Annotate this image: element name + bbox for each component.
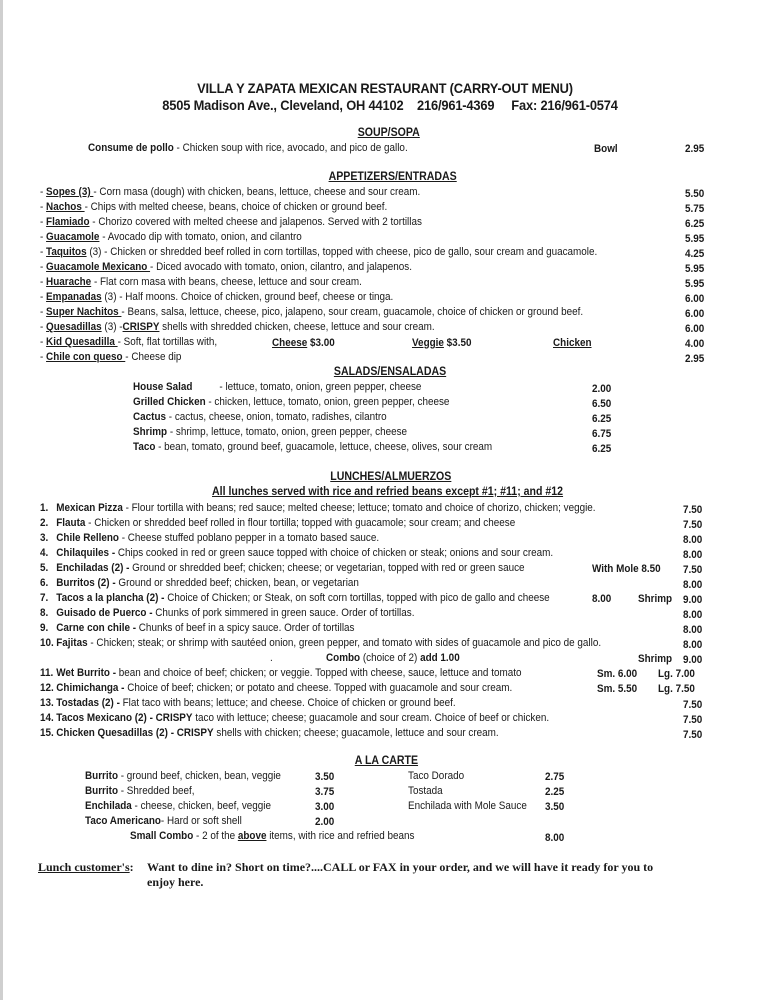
item-desc: (3) -: [101, 321, 123, 333]
lunch-item: [40, 622, 354, 634]
item-desc: Choice of beef; chicken; or potato and cheese. Topped with guacamole and sour cream.: [124, 682, 513, 694]
lunch-item: [40, 607, 414, 619]
footer-line2: enjoy here.: [147, 875, 204, 889]
item-price: 8.00: [545, 832, 565, 844]
item-name: Guacamole Mexicano: [46, 261, 151, 273]
item-name: Kid Quesadilla: [46, 336, 118, 348]
item-number: 13.: [40, 697, 54, 709]
item-desc: Flat taco with beans; lettuce; and cheese. Choice of chicken or ground beef.: [119, 697, 456, 709]
item-name: Taco Americano: [85, 815, 161, 827]
lunch-item: [40, 637, 601, 649]
item-desc: - Chorizo covered with melted cheese and jalapenos. Served with 2 tortillas: [89, 216, 422, 228]
item-name: Burritos (2) -: [56, 577, 116, 589]
item-name: Empanadas: [46, 291, 102, 303]
item-price: 6.25: [592, 413, 612, 425]
bullet: -: [40, 216, 47, 228]
item-name: Quesadillas: [46, 321, 102, 333]
item-desc: - Diced avocado with tomato, onion, cilantro, and jalapenos.: [150, 261, 413, 273]
item-desc: Chips cooked in red or green sauce topped with choice of chicken or steak; onions and sour cream.: [115, 547, 554, 559]
alacarte-item: [85, 785, 195, 797]
appetizer-item: [40, 261, 412, 273]
item-price: 2.00: [315, 816, 335, 828]
item-name: Consume de pollo: [88, 142, 174, 154]
item-number: 10.: [40, 637, 54, 649]
appetizer-item: [40, 231, 302, 243]
item-price: 2.95: [685, 353, 705, 365]
item-desc: taco with lettuce; cheese; guacamole and sour cream. Choice of beef or chicken.: [192, 712, 550, 724]
item-desc-emph: above: [237, 830, 267, 842]
item-price: 6.75: [592, 428, 612, 440]
salad-item: [133, 441, 492, 453]
item-name: Burrito: [85, 770, 119, 782]
item-name: Chicken Quesadillas (2) - CRISPY: [56, 727, 214, 739]
lunch-item: [40, 682, 512, 694]
bullet: -: [40, 201, 47, 213]
item-desc: - chicken, lettuce, tomato, onion, green pepper, cheese: [205, 396, 450, 408]
item-desc: - Chicken or shredded beef rolled in flour tortilla; topped with guacamole; sour cream; and cheese: [85, 517, 516, 529]
lunches-heading: LUNCHES/ALMUERZOS: [330, 471, 452, 483]
item-desc: - Chips with melted cheese, beans, choice of chicken or ground beef.: [84, 201, 388, 213]
item-name: Flamiado: [46, 216, 90, 228]
item-name: Grilled Chicken: [133, 396, 206, 408]
small-combo: [130, 830, 414, 842]
item-desc: - ground beef, chicken, bean, veggie: [118, 770, 281, 782]
item-desc: - shrimp, lettuce, tomato, onion, green pepper, cheese: [167, 426, 408, 438]
item-number: 1.: [40, 502, 49, 514]
item-price: 7.50: [683, 729, 703, 741]
bullet: -: [40, 276, 47, 288]
item-number: 9.: [40, 622, 49, 634]
item-number: 8.: [40, 607, 49, 619]
item-desc: - bean, tomato, ground beef, guacamole, lettuce, cheese, olives, sour cream: [155, 441, 493, 453]
item-desc: shells with chicken; cheese; guacamole, lettuce and sour cream.: [213, 727, 499, 739]
item-name: Tostadas (2) -: [56, 697, 120, 709]
item-price-large: Lg. 7.50: [658, 683, 695, 695]
bullet: -: [40, 351, 47, 363]
item-price: 4.25: [685, 248, 705, 260]
item-number: 11.: [40, 667, 54, 679]
item-price: 3.50: [315, 771, 335, 783]
item-extra2: Shrimp: [638, 593, 673, 605]
item-name: Enchilada: [85, 800, 132, 812]
lunch-item: [40, 502, 596, 514]
bullet: -: [40, 186, 47, 198]
alacarte-item-name: Enchilada with Mole Sauce: [408, 800, 527, 812]
item-price: 2.75: [545, 771, 565, 783]
item-price: 6.50: [592, 398, 612, 410]
item-name: Guisado de Puerco -: [56, 607, 153, 619]
alacarte-item-name: Taco Dorado: [408, 770, 465, 782]
footer-colon: :: [129, 860, 134, 874]
alacarte-item: [85, 815, 242, 827]
item-name: Nachos: [46, 201, 85, 213]
item-desc: (3) - Half moons. Choice of chicken, ground beef, cheese or tinga.: [101, 291, 394, 303]
item-name: Small Combo: [130, 830, 194, 842]
item-price: 5.95: [685, 278, 705, 290]
soup-item: [88, 142, 408, 154]
scan-edge: [0, 0, 3, 1000]
option-price: $3.50: [446, 337, 472, 349]
lunch-item: [40, 697, 456, 709]
lunch-item: [40, 667, 521, 679]
combo-price: 9.00: [683, 654, 703, 666]
item-number: 4.: [40, 547, 49, 559]
item-desc: Chunks of pork simmered in green sauce. Order of tortillas.: [152, 607, 415, 619]
bullet: -: [40, 246, 47, 258]
lunch-item: [40, 727, 499, 739]
lunch-combo: [326, 652, 460, 664]
item-desc: - Chicken; steak; or shrimp with sautéed onion, green pepper, and tomato with sides of guacamole and pico de gallo.: [87, 637, 602, 649]
item-name: Chile con queso: [46, 351, 126, 363]
item-desc-rest: items, with rice and refried beans: [266, 830, 415, 842]
option-label: Cheese: [272, 337, 308, 349]
item-price: 2.25: [545, 786, 565, 798]
item-price: 5.95: [685, 263, 705, 275]
alacarte-heading: A LA CARTE: [354, 755, 419, 767]
item-desc: - Chicken soup with rice, avocado, and pico de gallo.: [173, 142, 408, 154]
item-name: Carne con chile -: [56, 622, 137, 634]
item-desc: Ground or shredded beef; chicken; cheese; or vegetarian, topped with red or green sauce: [129, 562, 525, 574]
appetizer-item: [40, 246, 597, 258]
item-desc: (3) - Chicken or shredded beef rolled in corn tortillas, topped with cheese, pico de gallo, sour cream and guacamole.: [86, 246, 598, 258]
item-price: 3.50: [545, 801, 565, 813]
item-number: 14.: [40, 712, 54, 724]
lunch-item: [40, 547, 553, 559]
footer-label: Lunch customer's: [38, 860, 130, 874]
item-desc-rest: shells with shredded chicken, cheese, lettuce and sour cream.: [159, 321, 435, 333]
item-desc-emph: CRISPY: [122, 321, 160, 333]
item-price: 4.00: [685, 338, 705, 350]
item-name: Chile Relleno: [56, 532, 119, 544]
soup-price: 2.95: [685, 143, 705, 155]
item-price: 7.50: [683, 504, 703, 516]
alacarte-item: [85, 800, 271, 812]
restaurant-address-line: [160, 97, 620, 113]
appetizer-item: [40, 186, 420, 198]
item-name: Enchiladas (2) -: [56, 562, 130, 574]
soup-heading: SOUP/SOPA: [357, 127, 420, 139]
appetizer-item: [40, 291, 393, 303]
appetizer-item: [40, 306, 583, 318]
lunch-item: [40, 517, 515, 529]
lunch-item: [40, 562, 525, 574]
item-number: 12.: [40, 682, 54, 694]
item-name: Tacos a la plancha (2) -: [56, 592, 165, 604]
item-desc: - Flour tortilla with beans; red sauce; melted cheese; lettuce; tomato and choice of chorizo, chicken; veggie.: [122, 502, 596, 514]
combo-shrimp: Shrimp: [638, 653, 673, 665]
combo-label: Combo: [326, 652, 361, 664]
appetizer-item-chile-con-queso: [40, 351, 181, 363]
appetizer-item: [40, 201, 387, 213]
salad-item: [133, 381, 421, 393]
combo-dot: .: [270, 652, 273, 664]
salad-item: [133, 426, 407, 438]
item-name: Flauta: [56, 517, 86, 529]
item-name: Shrimp: [133, 426, 168, 438]
item-price: 8.00: [683, 549, 703, 561]
item-name: Chimichanga -: [56, 682, 125, 694]
item-name: Tacos Mexicano (2) - CRISPY: [56, 712, 193, 724]
item-number: 6.: [40, 577, 49, 589]
item-number: 5.: [40, 562, 49, 574]
item-name: Taco: [133, 441, 156, 453]
item-desc: - Soft, flat tortillas with,: [117, 336, 218, 348]
option-price: $3.00: [309, 337, 335, 349]
footer-line1: Want to dine in? Short on time?....CALL or FAX in your order, and we will have it ready for you to: [147, 860, 654, 874]
item-desc: - Corn masa (dough) with chicken, beans, lettuce, cheese and sour cream.: [93, 186, 421, 198]
item-number: 15.: [40, 727, 54, 739]
item-number: 2.: [40, 517, 49, 529]
item-price: 7.50: [683, 564, 703, 576]
item-price: 5.95: [685, 233, 705, 245]
bullet: -: [40, 321, 47, 333]
address: 8505 Madison Ave., Cleveland, OH 44102: [162, 97, 404, 113]
appetizer-item: [40, 216, 422, 228]
bullet: -: [40, 291, 47, 303]
item-price: 6.00: [685, 293, 705, 305]
item-desc: - cheese, chicken, beef, veggie: [131, 800, 272, 812]
item-price: 6.25: [592, 443, 612, 455]
salad-item: [133, 396, 449, 408]
item-name: Taquitos: [46, 246, 87, 258]
item-price-large: Lg. 7.00: [658, 668, 695, 680]
item-price: 8.00: [683, 609, 703, 621]
item-price: 6.25: [685, 218, 705, 230]
item-name: Guacamole: [46, 231, 100, 243]
item-price: 8.00: [683, 579, 703, 591]
lunch-item: [40, 532, 379, 544]
appetizer-item-kid-quesadilla: [40, 336, 217, 348]
item-name: House Salad: [133, 381, 193, 393]
kid-veggie-option: [412, 337, 471, 349]
item-name: Mexican Pizza: [56, 502, 123, 514]
kid-chicken-option: Chicken: [553, 337, 592, 349]
item-desc: Chunks of beef in a spicy sauce. Order of tortillas: [136, 622, 355, 634]
item-price: 3.75: [315, 786, 335, 798]
alacarte-item-name: Tostada: [408, 785, 443, 797]
item-desc: - Flat corn masa with beans, cheese, lettuce and sour cream.: [91, 276, 362, 288]
item-desc: Choice of Chicken; or Steak, on soft corn tortillas, topped with pico de gallo and cheese: [164, 592, 550, 604]
item-name: Sopes (3): [46, 186, 94, 198]
appetizer-item: [40, 276, 362, 288]
item-price-small: Sm. 5.50: [597, 683, 638, 695]
item-extra: 8.00: [592, 593, 612, 605]
item-price: 6.00: [685, 308, 705, 320]
item-price: 8.00: [683, 624, 703, 636]
appetizers-heading: APPETIZERS/ENTRADAS: [328, 171, 457, 183]
item-price: 7.50: [683, 714, 703, 726]
combo-desc: (choice of 2): [360, 652, 421, 664]
alacarte-item: [85, 770, 281, 782]
kid-cheese-option: [272, 337, 335, 349]
item-price: 7.50: [683, 519, 703, 531]
footer-note: [38, 860, 134, 875]
item-price-small: Sm. 6.00: [597, 668, 638, 680]
lunch-item: [40, 592, 550, 604]
item-desc: - lettuce, tomato, onion, green pepper, cheese: [219, 381, 422, 393]
item-name: Cactus: [133, 411, 167, 423]
item-desc: - Avocado dip with tomato, onion, and cilantro: [99, 231, 302, 243]
item-price: 5.50: [685, 188, 705, 200]
option-label: Veggie: [412, 337, 444, 349]
item-desc: - Cheese stuffed poblano pepper in a tomato based sauce.: [118, 532, 380, 544]
item-price: 6.00: [685, 323, 705, 335]
bullet: -: [40, 261, 47, 273]
item-desc: - Cheese dip: [125, 351, 182, 363]
item-price: 9.00: [683, 594, 703, 606]
appetizer-item: [40, 321, 435, 333]
restaurant-title: VILLA Y ZAPATA MEXICAN RESTAURANT (CARRY-OUT MENU): [197, 80, 573, 96]
item-name: Wet Burrito -: [56, 667, 117, 679]
item-name: Super Nachitos: [46, 306, 122, 318]
soup-size: Bowl: [594, 143, 618, 155]
item-desc: - 2 of the: [193, 830, 238, 842]
item-desc: bean and choice of beef; chicken; or veggie. Topped with cheese, sauce, lettuce and tomato: [116, 667, 522, 679]
item-desc: - Beans, salsa, lettuce, cheese, pico, jalapeno, sour cream, guacamole, choice of chicken or ground beef.: [121, 306, 584, 318]
item-extra: With Mole 8.50: [592, 563, 661, 575]
item-number: 7.: [40, 592, 49, 604]
item-desc: - Shredded beef,: [118, 785, 195, 797]
bullet: -: [40, 336, 47, 348]
item-price: 7.50: [683, 699, 703, 711]
item-name: Chilaquiles -: [56, 547, 116, 559]
combo-add: add 1.00: [420, 652, 460, 664]
item-name: Fajitas: [56, 637, 88, 649]
item-price: 8.00: [683, 639, 703, 651]
item-name: Huarache: [46, 276, 92, 288]
item-name: Burrito: [85, 785, 119, 797]
lunches-subheading: All lunches served with rice and refried beans except #1; #11; and #12: [212, 486, 564, 498]
fax: Fax: 216/961-0574: [511, 97, 618, 113]
item-price: 8.00: [683, 534, 703, 546]
item-price: 3.00: [315, 801, 335, 813]
phone: 216/961-4369: [417, 97, 495, 113]
bullet: -: [40, 306, 47, 318]
item-desc: - Hard or soft shell: [160, 815, 242, 827]
item-desc: Ground or shredded beef; chicken, bean, or vegetarian: [115, 577, 359, 589]
item-number: 3.: [40, 532, 49, 544]
lunch-item: [40, 577, 359, 589]
salad-item: [133, 411, 387, 423]
item-price: 5.75: [685, 203, 705, 215]
item-desc: - cactus, cheese, onion, tomato, radishes, cilantro: [166, 411, 387, 423]
salads-heading: SALADS/ENSALADAS: [333, 366, 447, 378]
item-price: 2.00: [592, 383, 612, 395]
lunch-item: [40, 712, 549, 724]
bullet: -: [40, 231, 47, 243]
